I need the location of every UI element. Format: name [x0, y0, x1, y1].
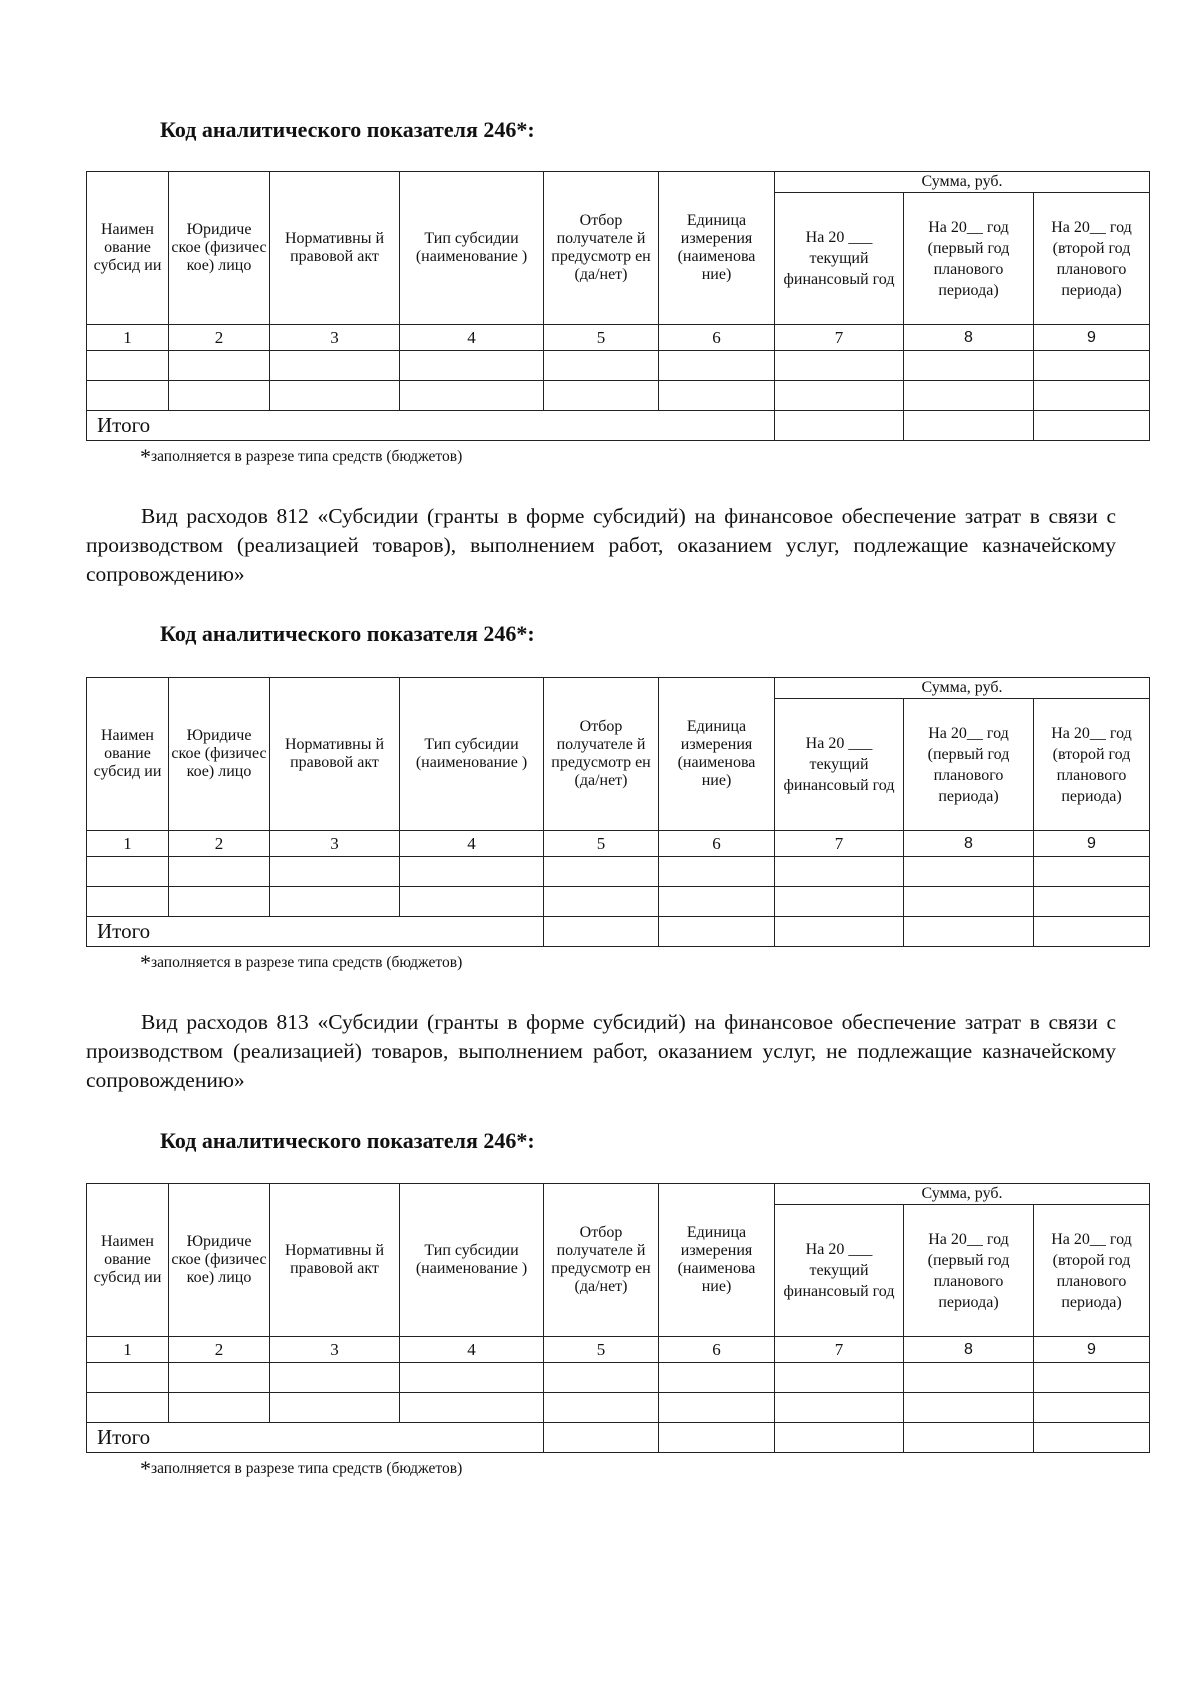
col-header-5: Отбор получателе й предусмотр ен (да/нет) [544, 1184, 659, 1337]
section-2-footnote [140, 950, 463, 975]
col-header-8: На 20__ год (первый год планового периода) [904, 699, 1034, 831]
col-number: 3 [270, 325, 400, 351]
table-row [87, 1393, 1150, 1423]
col-header-6: Единица измерения (наименова ние) [659, 172, 775, 325]
col-header-3: Нормативны й правовой акт [270, 678, 400, 831]
sum-header: Сумма, руб. [775, 172, 1150, 193]
col-header-1: Наимен ование субсид ии [87, 1184, 169, 1337]
col-number: 4 [400, 1337, 544, 1363]
col-header-7: На 20 ___ текущий финансовый год [775, 699, 904, 831]
table-row [87, 381, 1150, 411]
col-number: 5 [544, 325, 659, 351]
col-number: 9 [1034, 1337, 1150, 1363]
col-header-4: Тип субсидии (наименование ) [400, 172, 544, 325]
col-number: 1 [87, 1337, 169, 1363]
col-number: 5 [544, 831, 659, 857]
col-header-7: На 20 ___ текущий финансовый год [775, 193, 904, 325]
col-header-6: Единица измерения (наименова ние) [659, 678, 775, 831]
section-2-expense-type: Вид расходов 812 «Субсидии (гранты в форме субсидий) на финансовое обеспечение затрат в связи с производством (реализацией товаров), выполнением работ, оказанием услуг, подлежащие казначейскому сопровождению» [86, 504, 1116, 586]
section-1-footnote [140, 444, 463, 469]
section-2-heading: Код аналитического показателя 246*: [160, 621, 535, 646]
col-number: 1 [87, 325, 169, 351]
col-header-9: На 20__ год (второй год планового периода) [1034, 1205, 1150, 1337]
col-number: 8 [904, 325, 1034, 351]
col-number: 4 [400, 831, 544, 857]
col-header-3: Нормативны й правовой акт [270, 172, 400, 325]
table-row [87, 1363, 1150, 1393]
col-number: 9 [1034, 325, 1150, 351]
total-label: Итого [87, 411, 775, 441]
total-label: Итого [87, 917, 544, 947]
section-1-heading: Код аналитического показателя 246*: [160, 117, 535, 142]
col-header-7: На 20 ___ текущий финансовый год [775, 1205, 904, 1337]
col-header-2: Юридиче ское (физичес кое) лицо [169, 172, 270, 325]
col-number: 6 [659, 1337, 775, 1363]
col-number: 5 [544, 1337, 659, 1363]
col-header-2: Юридиче ское (физичес кое) лицо [169, 1184, 270, 1337]
section-3-heading: Код аналитического показателя 246*: [160, 1128, 535, 1153]
col-header-8: На 20__ год (первый год планового периода) [904, 1205, 1034, 1337]
col-header-8: На 20__ год (первый год планового периода) [904, 193, 1034, 325]
col-number: 9 [1034, 831, 1150, 857]
col-header-9: На 20__ год (второй год планового периода) [1034, 699, 1150, 831]
col-header-5: Отбор получателе й предусмотр ен (да/нет) [544, 172, 659, 325]
col-header-3: Нормативны й правовой акт [270, 1184, 400, 1337]
col-number: 3 [270, 831, 400, 857]
col-number: 4 [400, 325, 544, 351]
col-number: 7 [775, 831, 904, 857]
sum-header: Сумма, руб. [775, 1184, 1150, 1205]
col-header-1: Наимен ование субсид ии [87, 678, 169, 831]
footnote-text: заполняется в разрезе типа средств (бюджетов) [151, 954, 463, 971]
col-header-4: Тип субсидии (наименование ) [400, 678, 544, 831]
col-number: 8 [904, 1337, 1034, 1363]
col-number: 2 [169, 325, 270, 351]
col-header-9: На 20__ год (второй год планового периода) [1034, 193, 1150, 325]
section-3-footnote [140, 1456, 463, 1481]
col-number: 2 [169, 831, 270, 857]
col-number: 2 [169, 1337, 270, 1363]
col-header-1: Наимен ование субсид ии [87, 172, 169, 325]
col-number: 1 [87, 831, 169, 857]
col-header-6: Единица измерения (наименова ние) [659, 1184, 775, 1337]
section-1-table [86, 171, 1150, 441]
footnote-text: заполняется в разрезе типа средств (бюджетов) [151, 1460, 463, 1477]
col-number: 7 [775, 1337, 904, 1363]
table-row [87, 857, 1150, 887]
section-2-table [86, 677, 1150, 947]
asterisk: * [140, 444, 151, 469]
col-number: 6 [659, 831, 775, 857]
table-row [87, 351, 1150, 381]
total-label: Итого [87, 1423, 544, 1453]
total-row [87, 1423, 1150, 1453]
sum-header: Сумма, руб. [775, 678, 1150, 699]
col-number: 7 [775, 325, 904, 351]
section-3-table [86, 1183, 1150, 1453]
section-3-expense-type: Вид расходов 813 «Субсидии (гранты в форме субсидий) на финансовое обеспечение затрат в связи с производством (реализацией) товаров, выполнением работ, оказанием услуг, не подлежащие казначейскому сопровождению» [86, 1010, 1116, 1092]
footnote-text: заполняется в разрезе типа средств (бюджетов) [151, 448, 463, 465]
col-header-5: Отбор получателе й предусмотр ен (да/нет) [544, 678, 659, 831]
col-number: 3 [270, 1337, 400, 1363]
total-row [87, 411, 1150, 441]
asterisk: * [140, 950, 151, 975]
table-row [87, 887, 1150, 917]
asterisk: * [140, 1456, 151, 1481]
col-header-4: Тип субсидии (наименование ) [400, 1184, 544, 1337]
col-header-2: Юридиче ское (физичес кое) лицо [169, 678, 270, 831]
col-number: 6 [659, 325, 775, 351]
col-number: 8 [904, 831, 1034, 857]
total-row [87, 917, 1150, 947]
